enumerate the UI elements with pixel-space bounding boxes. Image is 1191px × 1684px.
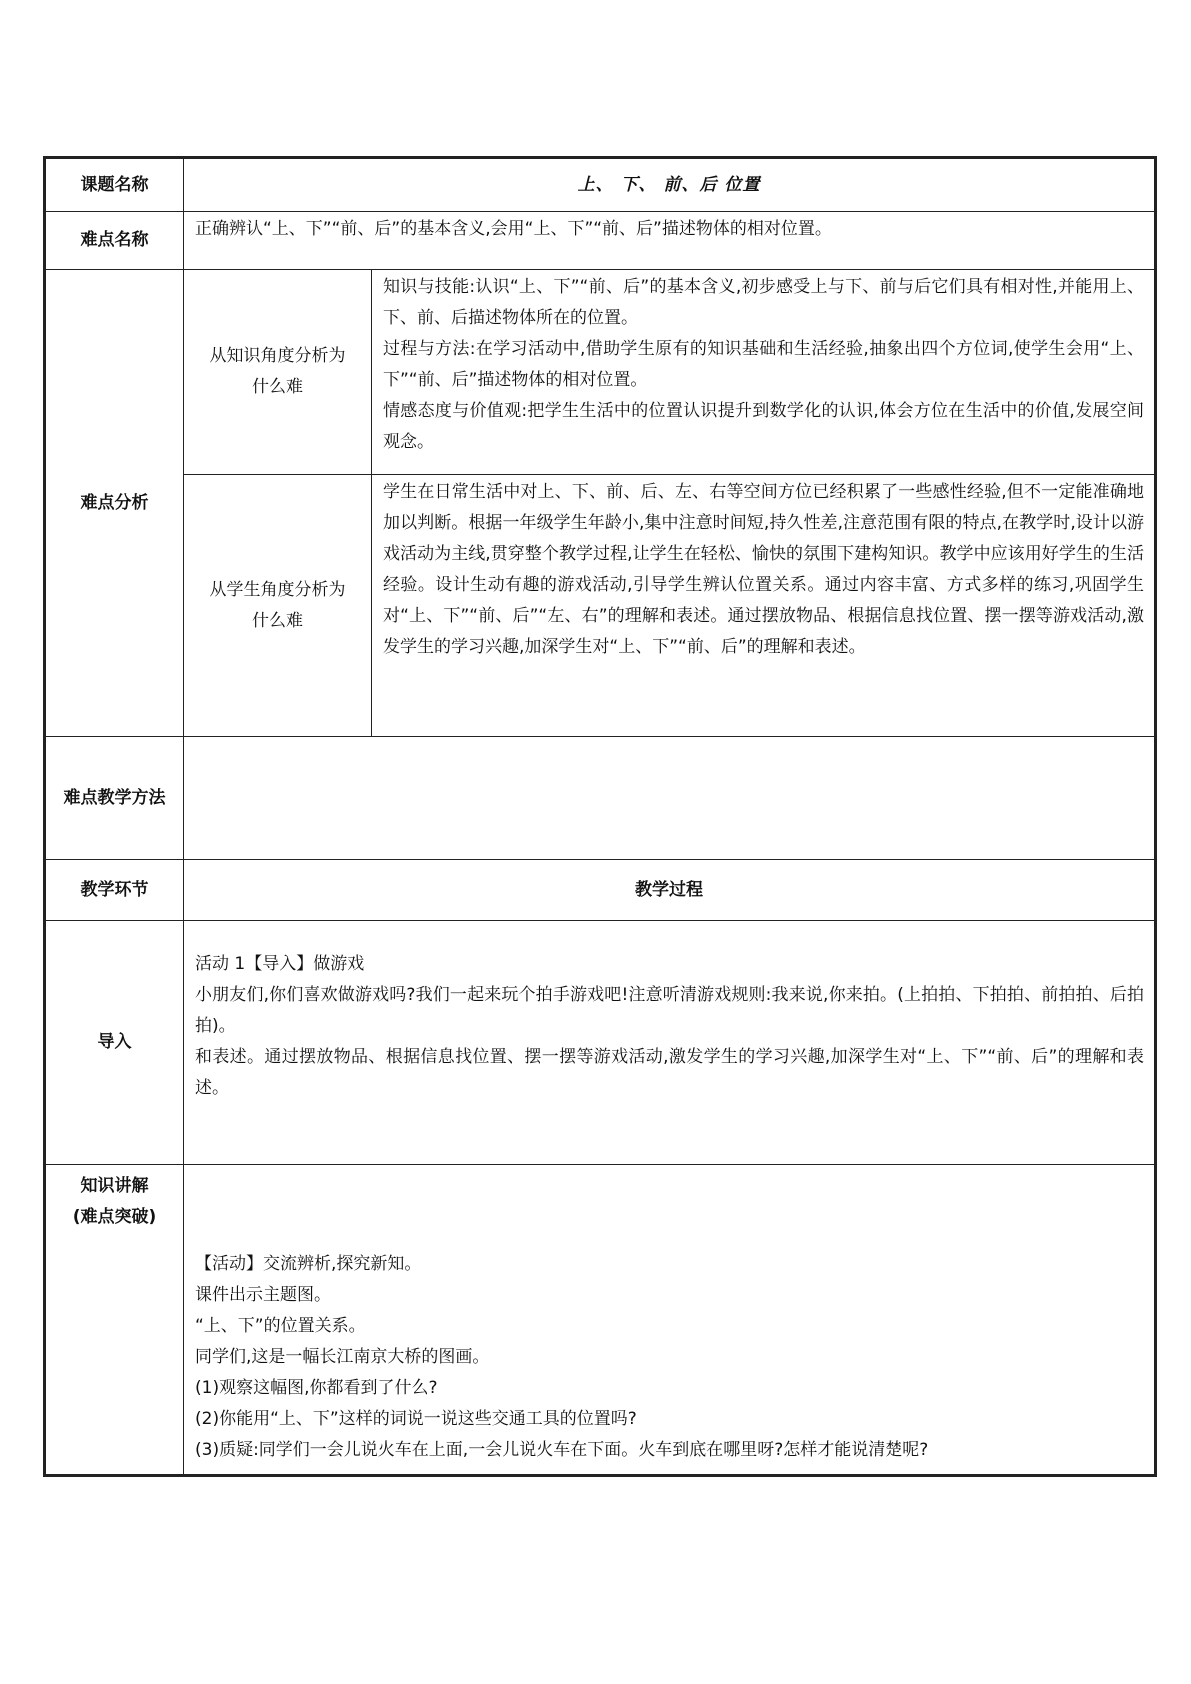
intro-row bbox=[45, 921, 1156, 1165]
explain-line: 【活动】交流辨析,探究新知。 bbox=[195, 1254, 422, 1274]
explain-row bbox=[45, 1165, 1156, 1476]
knowledge-angle-content bbox=[372, 270, 1156, 475]
method-content bbox=[184, 737, 1156, 860]
explain-content bbox=[184, 1165, 1156, 1476]
knowledge-line: 知识与技能:认识“上、下”“前、后”的基本含义,初步感受上与下、前与后它们具有相对性,并能用上、下、前、后描述物体所在的位置。 bbox=[383, 277, 1145, 328]
knowledge-line: 情感态度与价值观:把学生生活中的位置认识提升到数学化的认识,体会方位在生活中的价值,发展空间观念。 bbox=[383, 401, 1145, 452]
course-label: 课题名称 bbox=[45, 158, 184, 212]
student-angle-label: 从学生角度分析为什么难 bbox=[184, 475, 372, 737]
explain-spacer bbox=[195, 1167, 1144, 1249]
process-header-row bbox=[45, 860, 1156, 921]
intro-content bbox=[184, 921, 1156, 1165]
course-row bbox=[45, 158, 1156, 212]
process-header: 教学过程 bbox=[184, 860, 1156, 921]
explain-line: (2)你能用“上、下”这样的词说一说这些交通工具的位置吗? bbox=[195, 1409, 637, 1429]
method-row bbox=[45, 737, 1156, 860]
explain-line: “上、下”的位置关系。 bbox=[195, 1316, 366, 1336]
explain-line: 同学们,这是一幅长江南京大桥的图画。 bbox=[195, 1347, 490, 1367]
intro-line: 活动 1【导入】做游戏 bbox=[195, 954, 365, 974]
difficulty-row bbox=[45, 212, 1156, 270]
knowledge-line: 过程与方法:在学习活动中,借助学生原有的知识基础和生活经验,抽象出四个方位词,使学生会用“上、下”“前、后”描述物体的相对位置。 bbox=[383, 339, 1145, 390]
explain-line: 课件出示主题图。 bbox=[195, 1285, 331, 1305]
explain-line: (3)质疑:同学们一会儿说火车在上面,一会儿说火车在下面。火车到底在哪里呀?怎样才能说清楚呢? bbox=[195, 1440, 929, 1460]
stage-header: 教学环节 bbox=[45, 860, 184, 921]
analysis-knowledge-row bbox=[45, 270, 1156, 475]
analysis-student-row bbox=[45, 475, 1156, 737]
intro-line: 小朋友们,你们喜欢做游戏吗?我们一起来玩个拍手游戏吧!注意听清游戏规则:我来说,你来拍。(上拍拍、下拍拍、前拍拍、后拍拍)。 bbox=[195, 985, 1145, 1036]
difficulty-label: 难点名称 bbox=[45, 212, 184, 270]
explain-label bbox=[45, 1165, 184, 1476]
difficulty-content: 正确辨认“上、下”“前、后”的基本含义,会用“上、下”“前、后”描述物体的相对位置。 bbox=[184, 212, 1156, 270]
lesson-plan-table bbox=[43, 156, 1157, 1477]
explain-line: (1)观察这幅图,你都看到了什么? bbox=[195, 1378, 438, 1398]
analysis-label: 难点分析 bbox=[45, 270, 184, 737]
intro-line: 和表述。通过摆放物品、根据信息找位置、摆一摆等游戏活动,激发学生的学习兴趣,加深学生对“上、下”“前、后”的理解和表述。 bbox=[195, 1047, 1145, 1098]
intro-label: 导入 bbox=[45, 921, 184, 1165]
student-angle-content: 学生在日常生活中对上、下、前、后、左、右等空间方位已经积累了一些感性经验,但不一定能准确地加以判断。根据一年级学生年龄小,集中注意时间短,持久性差,注意范围有限的特点,在教学时,设计以游戏活动为主线,贯穿整个教学过程,让学生在轻松、愉快的氛围下建构知识。教学中应该用好学生的生活经验。设计生动有趣的游戏活动,引导学生辨认位置关系。通过内容丰富、方式多样的练习,巩固学生对“上、下”“前、后”“左、右”的理解和表述。通过摆放物品、根据信息找位置、摆一摆等游戏活动,激发学生的学习兴趣,加深学生对“上、下”“前、后”的理解和表述。 bbox=[372, 475, 1156, 737]
course-title: 上、 下、 前、后 位置 bbox=[184, 158, 1156, 212]
knowledge-angle-label: 从知识角度分析为什么难 bbox=[184, 270, 372, 475]
explain-label-sub: (难点突破) bbox=[72, 1207, 157, 1227]
explain-label-main: 知识讲解 bbox=[80, 1176, 149, 1196]
method-label: 难点教学方法 bbox=[45, 737, 184, 860]
